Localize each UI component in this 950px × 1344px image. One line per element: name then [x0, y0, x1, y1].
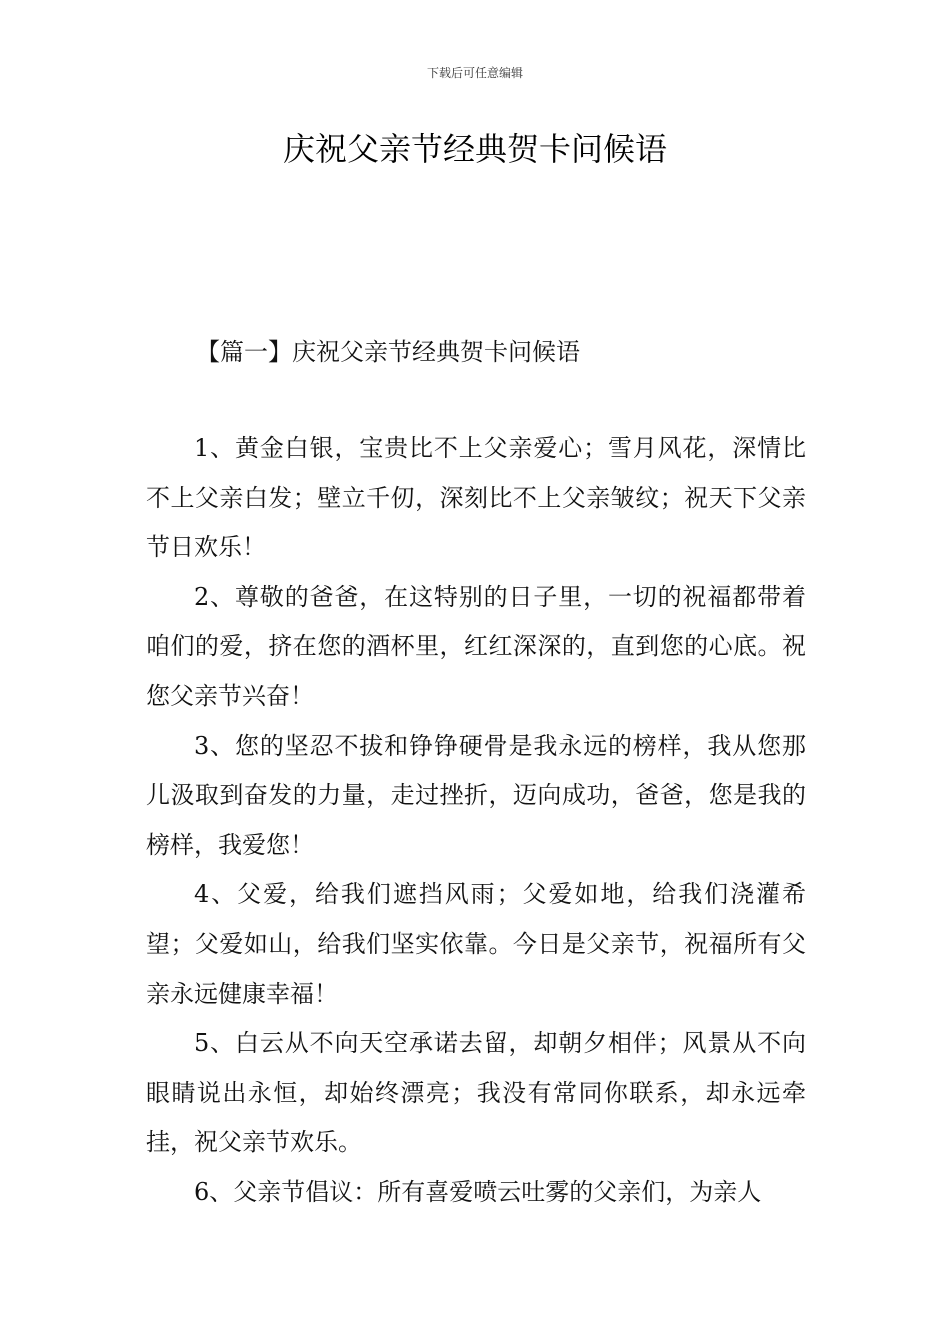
paragraph-3: 3、您的坚忍不拔和铮铮硬骨是我永远的榜样，我从您那儿汲取到奋发的力量，走过挫折，迈向成功，爸爸，您是我的榜样，我爱您！	[146, 731, 806, 859]
paragraph-6: 6、父亲节倡议：所有喜爱喷云吐雾的父亲们，为亲人	[194, 1177, 762, 1206]
paragraph-5: 5、白云从不向天空承诺去留，却朝夕相伴；风景从不向眼睛说出永恒，却始终漂亮；我没有常同你联系，却永远牵挂，祝父亲节欢乐。	[146, 1029, 806, 1157]
document-title: 庆祝父亲节经典贺卡问候语	[282, 130, 667, 168]
paragraph-4: 4、父爱，给我们遮挡风雨；父爱如地，给我们浇灌希望；父爱如山，给我们坚实依靠。今日是父亲节，祝福所有父亲永远健康幸福！	[146, 880, 806, 1008]
document-body	[146, 424, 806, 1218]
section-heading: 【篇一】庆祝父亲节经典贺卡问候语	[196, 338, 580, 366]
header-note: 下载后可任意编辑	[426, 66, 523, 80]
paragraph-2: 2、尊敬的爸爸，在这特别的日子里，一切的祝福都带着咱们的爱，挤在您的酒杯里，红红深深的，直到您的心底。祝您父亲节兴奋！	[146, 582, 806, 710]
paragraph-1: 1、黄金白银，宝贵比不上父亲爱心；雪月风花，深情比不上父亲白发；壁立千仞，深刻比不上父亲皱纹；祝天下父亲节日欢乐！	[146, 434, 806, 562]
